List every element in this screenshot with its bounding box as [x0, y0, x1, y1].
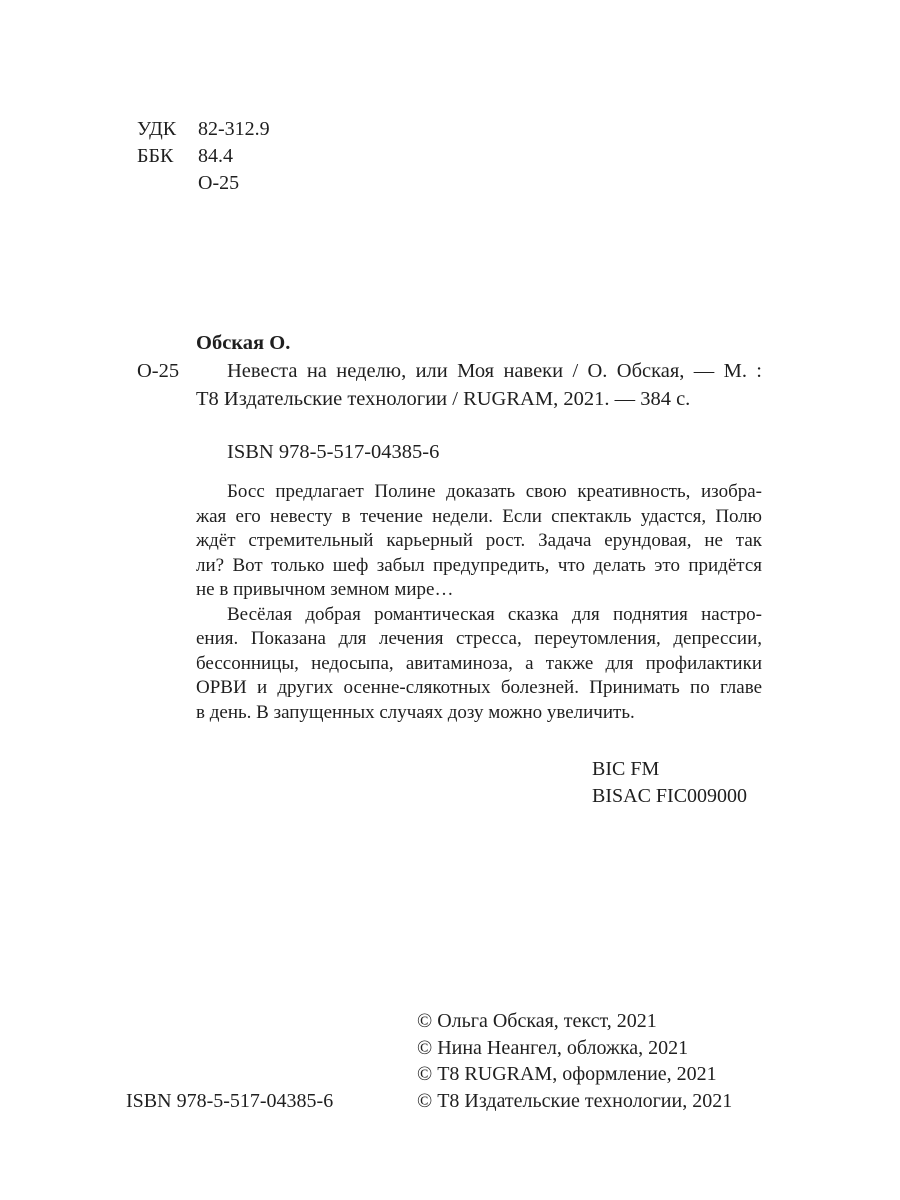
- udk-value: 82-312.9: [198, 118, 270, 140]
- bisac-code: BISAC FIC009000: [592, 785, 748, 807]
- annotation-line: в день. В запущенных случаях дозу можно увеличить.: [196, 701, 635, 723]
- author-code: О-25: [198, 172, 240, 194]
- annotation-paragraph: [196, 603, 762, 726]
- annotation-line: жая его невесту в течение недели. Если спектакль удастся, Полю: [196, 505, 762, 527]
- annotation-line: не в привычном земном мире…: [196, 579, 454, 600]
- copyright-line: © Ольга Обская, текст, 2021: [417, 1010, 657, 1032]
- entry-line: Невеста на неделю, или Моя навеки / О. Обская, — М. :: [227, 360, 762, 382]
- annotation: [196, 480, 762, 725]
- annotation-line: Весёлая добрая романтическая сказка для поднятия настро-: [227, 603, 762, 625]
- annotation-line: Босс предлагает Полине доказать свою креативность, изобра-: [227, 481, 762, 502]
- annotation-line: ждёт стремительный карьерный рост. Задача ерундовая, не так: [196, 530, 762, 551]
- subject-codes: [592, 756, 747, 810]
- annotation-paragraph: [196, 480, 762, 603]
- udk-row: [137, 116, 270, 143]
- bbk-label: ББК: [137, 145, 174, 167]
- copyright-block: [417, 1008, 732, 1115]
- bbk-row: [137, 143, 270, 170]
- copyright-line: © Т8 RUGRAM, оформление, 2021: [417, 1063, 717, 1086]
- bbk-value: 84.4: [198, 145, 233, 167]
- bic-code: BIC FM: [592, 758, 660, 780]
- catalog-entry: [137, 329, 762, 413]
- classification-block: [137, 116, 270, 197]
- entry-line: Т8 Издательские технологии / RUGRAM, 2021. — 384 с.: [196, 388, 691, 410]
- author-code-row: [137, 170, 270, 197]
- copyright-line: © Нина Неангел, обложка, 2021: [417, 1036, 689, 1059]
- entry-body: [137, 357, 762, 413]
- annotation-line: ли? Вот только шеф забыл предупредить, что делать это придётся: [196, 554, 762, 576]
- isbn-statement: ISBN 978-5-517-04385-6: [227, 441, 440, 463]
- isbn-bottom: ISBN 978-5-517-04385-6: [126, 1090, 334, 1112]
- annotation-line: ения. Показана для лечения стресса, переутомления, депрессии,: [196, 628, 762, 649]
- author-heading: Обская О.: [196, 332, 291, 354]
- copyright-line: © Т8 Издательские технологии, 2021: [417, 1090, 733, 1113]
- margin-author-code: О-25: [137, 360, 180, 382]
- udk-label: УДК: [137, 118, 177, 140]
- annotation-line: бессонницы, недосыпа, авитаминоза, а также для профилактики: [196, 652, 762, 674]
- annotation-line: ОРВИ и других осенне-слякотных болезней. Принимать по главе: [196, 677, 762, 698]
